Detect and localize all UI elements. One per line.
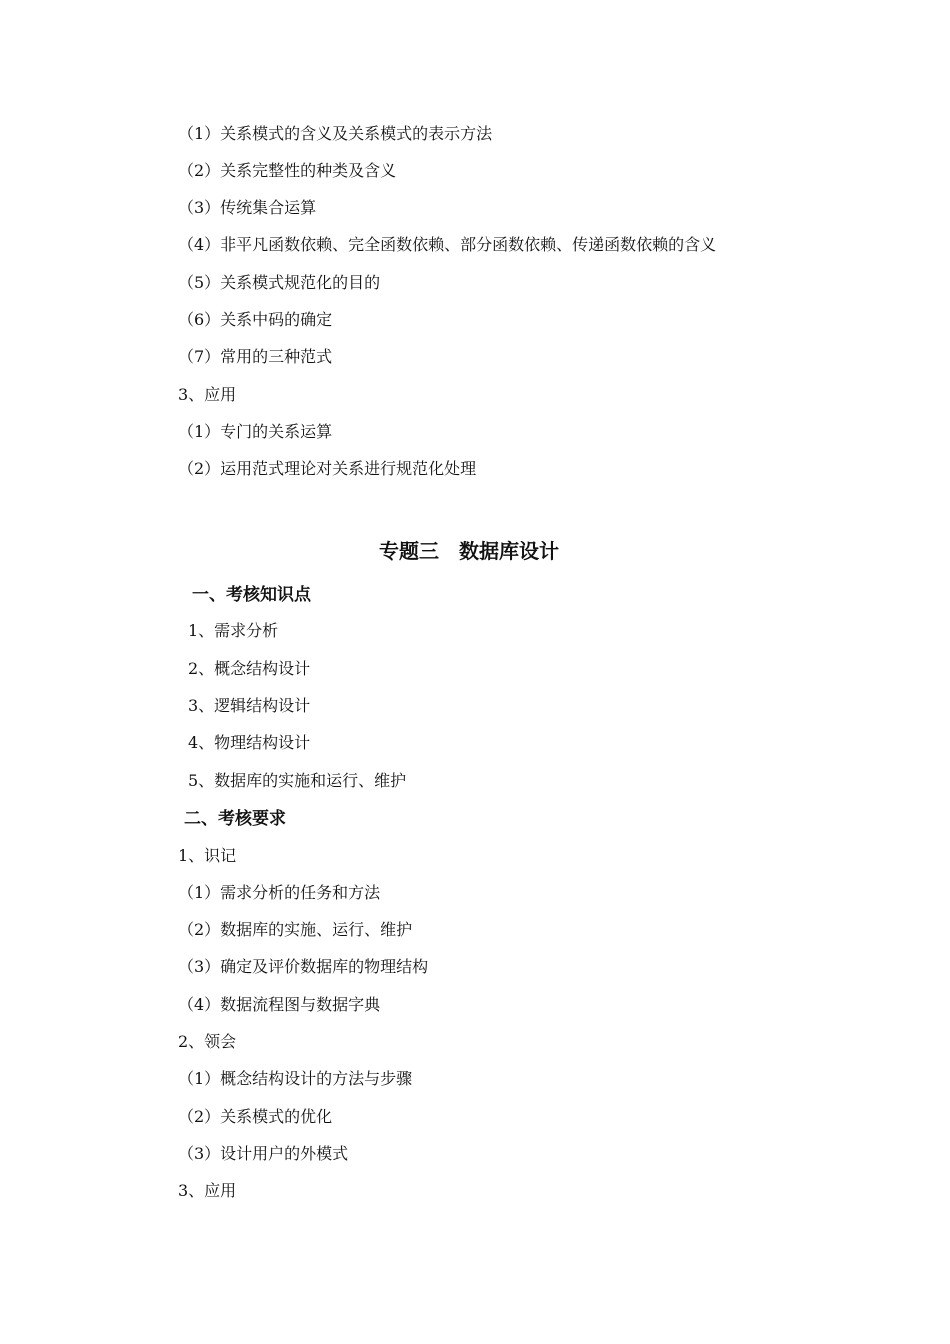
- understand-label: 2、领会: [178, 1032, 237, 1051]
- recall-label: 1、识记: [178, 846, 237, 865]
- understand-item: （4）非平凡函数依赖、完全函数依赖、部分函数依赖、传递函数依赖的含义: [178, 235, 717, 254]
- understand-item: （3）设计用户的外模式: [178, 1144, 349, 1163]
- apply-label: 3、应用: [178, 1181, 237, 1200]
- knowledge-heading: 一、考核知识点: [192, 585, 311, 605]
- understand-item: （5）关系模式规范化的目的: [178, 273, 381, 292]
- recall-item: （1）需求分析的任务和方法: [178, 883, 381, 902]
- understand-item: （6）关系中码的确定: [178, 310, 333, 329]
- recall-item: （3）确定及评价数据库的物理结构: [178, 957, 429, 976]
- knowledge-item: 2、概念结构设计: [188, 659, 311, 678]
- understand-item: （3）传统集合运算: [178, 198, 317, 217]
- knowledge-item: 1、需求分析: [188, 621, 279, 640]
- knowledge-item: 4、物理结构设计: [188, 733, 311, 752]
- recall-item: （2）数据库的实施、运行、维护: [178, 920, 413, 939]
- knowledge-item: 5、数据库的实施和运行、维护: [188, 771, 407, 790]
- requirements-heading: 二、考核要求: [184, 809, 286, 829]
- apply-item: （1）专门的关系运算: [178, 422, 333, 441]
- topic-title: 专题三 数据库设计: [379, 539, 559, 563]
- apply-label: 3、应用: [178, 385, 237, 404]
- understand-item: （1）关系模式的含义及关系模式的表示方法: [178, 124, 493, 143]
- understand-item: （2）关系完整性的种类及含义: [178, 161, 397, 180]
- knowledge-item: 3、逻辑结构设计: [188, 696, 311, 715]
- apply-item: （2）运用范式理论对关系进行规范化处理: [178, 459, 477, 478]
- understand-item: （2）关系模式的优化: [178, 1107, 333, 1126]
- understand-item: （1）概念结构设计的方法与步骤: [178, 1069, 413, 1088]
- recall-item: （4）数据流程图与数据字典: [178, 995, 381, 1014]
- understand-item: （7）常用的三种范式: [178, 347, 333, 366]
